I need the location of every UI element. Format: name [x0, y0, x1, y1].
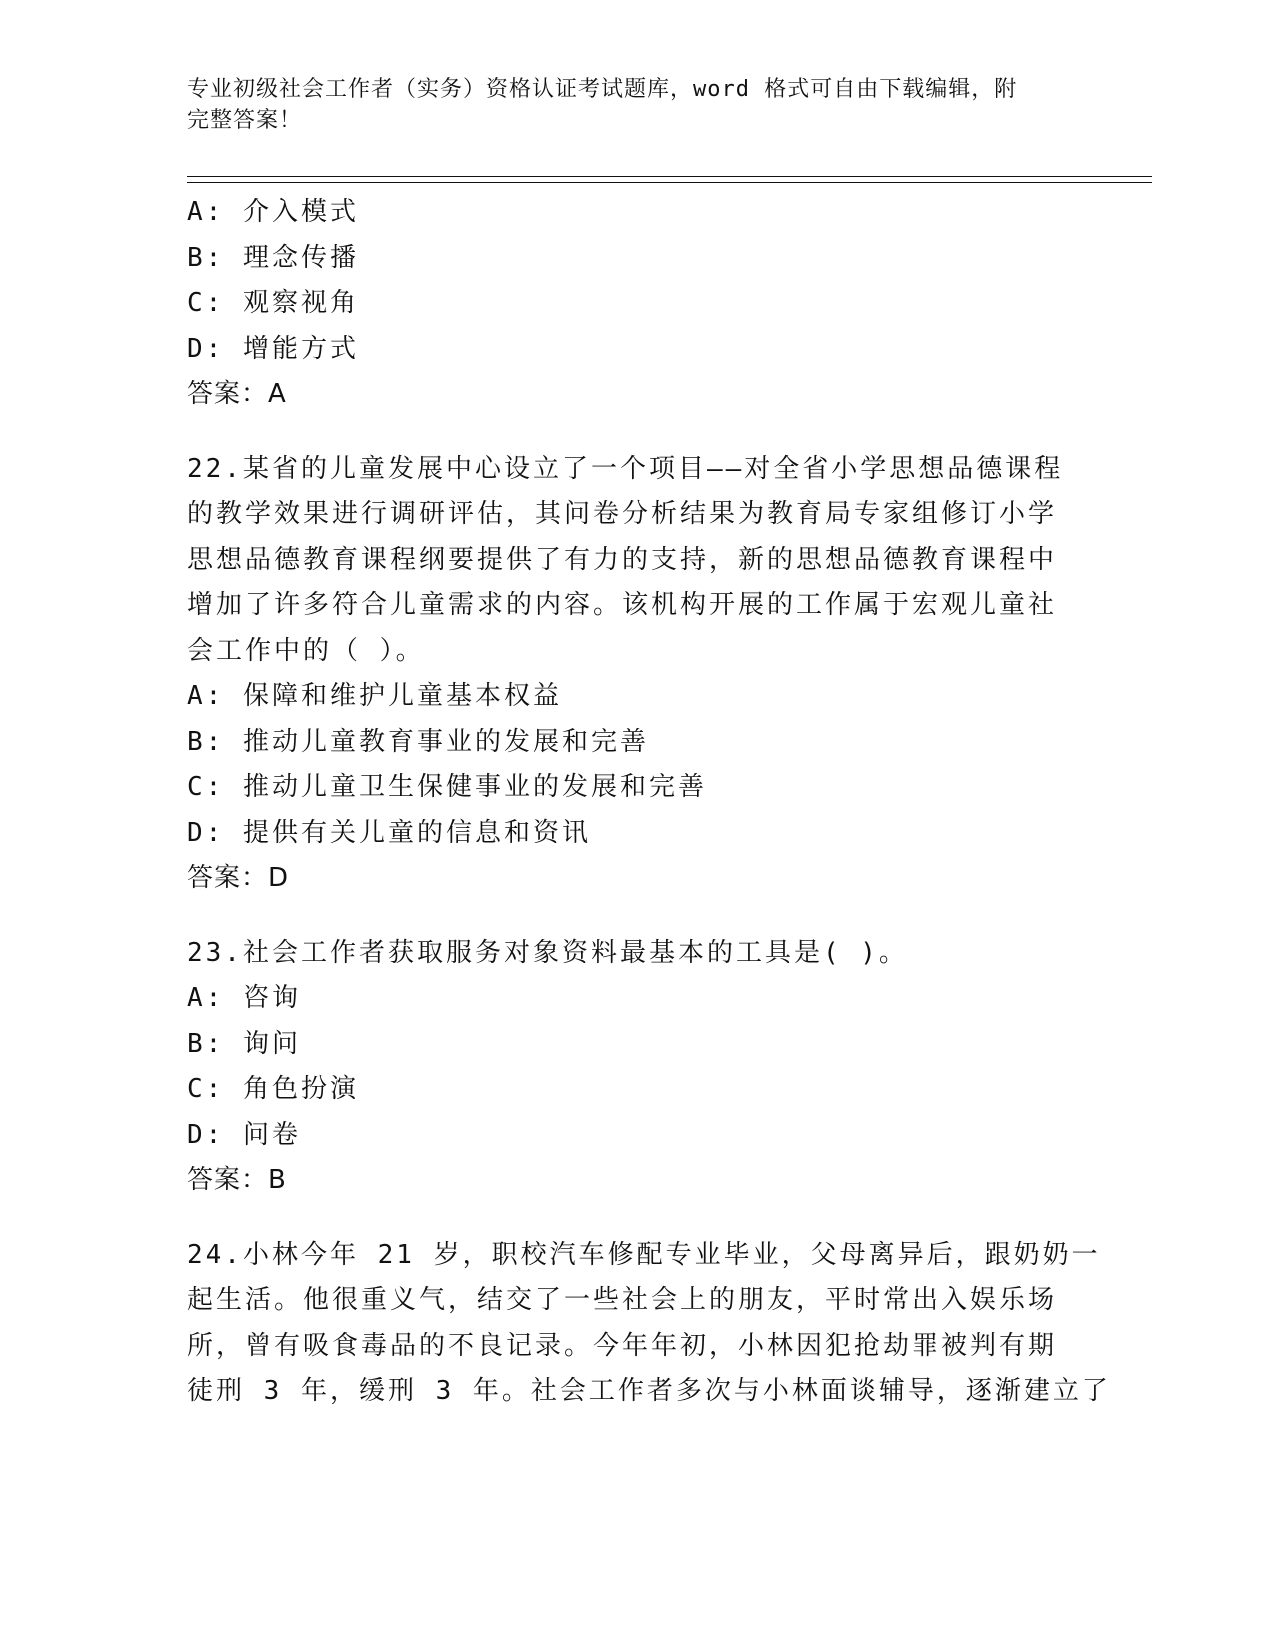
page-header: [187, 74, 1067, 136]
header-rule-bottom: [187, 182, 1152, 183]
question-text-line: 23.社会工作者获取服务对象资料最基本的工具是( )。: [187, 937, 908, 968]
header-rule-top: [187, 176, 1152, 177]
option-a: A: 咨询: [187, 983, 301, 1013]
question-22: [187, 447, 1067, 902]
header-line-2: 完整答案！: [187, 108, 303, 133]
question-text-line: 所，曾有吸食毒品的不良记录。今年年初，小林因犯抢劫罪被判有期: [187, 1330, 1058, 1361]
question-23: [187, 931, 1067, 1204]
option-c: C: 推动儿童卫生保健事业的发展和完善: [187, 772, 707, 802]
option-b: B: 推动儿童教育事业的发展和完善: [187, 726, 649, 757]
question-text-line: 会工作中的（ ）。: [187, 635, 425, 666]
answer-line: 答案：A: [187, 379, 287, 409]
question-text-line: 22.某省的儿童发展中心设立了一个项目——对全省小学思想品德课程: [187, 453, 1064, 484]
question-text-line: 增加了许多符合儿童需求的内容。该机构开展的工作属于宏观儿童社: [187, 590, 1058, 620]
question-text-line: 24.小林今年 21 岁，职校汽车修配专业毕业，父母离异后，跟奶奶一: [187, 1239, 1101, 1270]
option-a: A: 保障和维护儿童基本权益: [187, 681, 562, 711]
question-text-line: 的教学效果进行调研评估，其问卷分析结果为教育局专家组修订小学: [187, 499, 1058, 529]
question-text-line: 思想品德教育课程纲要提供了有力的支持，新的思想品德教育课程中: [187, 544, 1058, 575]
question-text-line: 起生活。他很重义气，结交了一些社会上的朋友，平时常出入娱乐场: [187, 1285, 1058, 1315]
option-d: D: 问卷: [187, 1119, 301, 1150]
answer-line: 答案：D: [187, 863, 290, 893]
question-text-line: 徒刑 3 年，缓刑 3 年。社会工作者多次与小林面谈辅导，逐渐建立了: [187, 1376, 1111, 1406]
question-24: [187, 1233, 1111, 1415]
option-b: B: 理念传播: [187, 242, 359, 273]
header-line-1: 专业初级社会工作者（实务）资格认证考试题库，word 格式可自由下载编辑，附: [187, 77, 1018, 102]
option-d: D: 提供有关儿童的信息和资讯: [187, 817, 591, 848]
option-b: B: 询问: [187, 1028, 301, 1059]
option-c: C: 角色扮演: [187, 1074, 359, 1104]
question-21: [187, 190, 1067, 418]
option-a: A: 介入模式: [187, 197, 359, 227]
option-c: C: 观察视角: [187, 288, 359, 318]
document-body: [187, 190, 1111, 1415]
option-d: D: 增能方式: [187, 333, 359, 364]
answer-line: 答案：B: [187, 1165, 287, 1195]
